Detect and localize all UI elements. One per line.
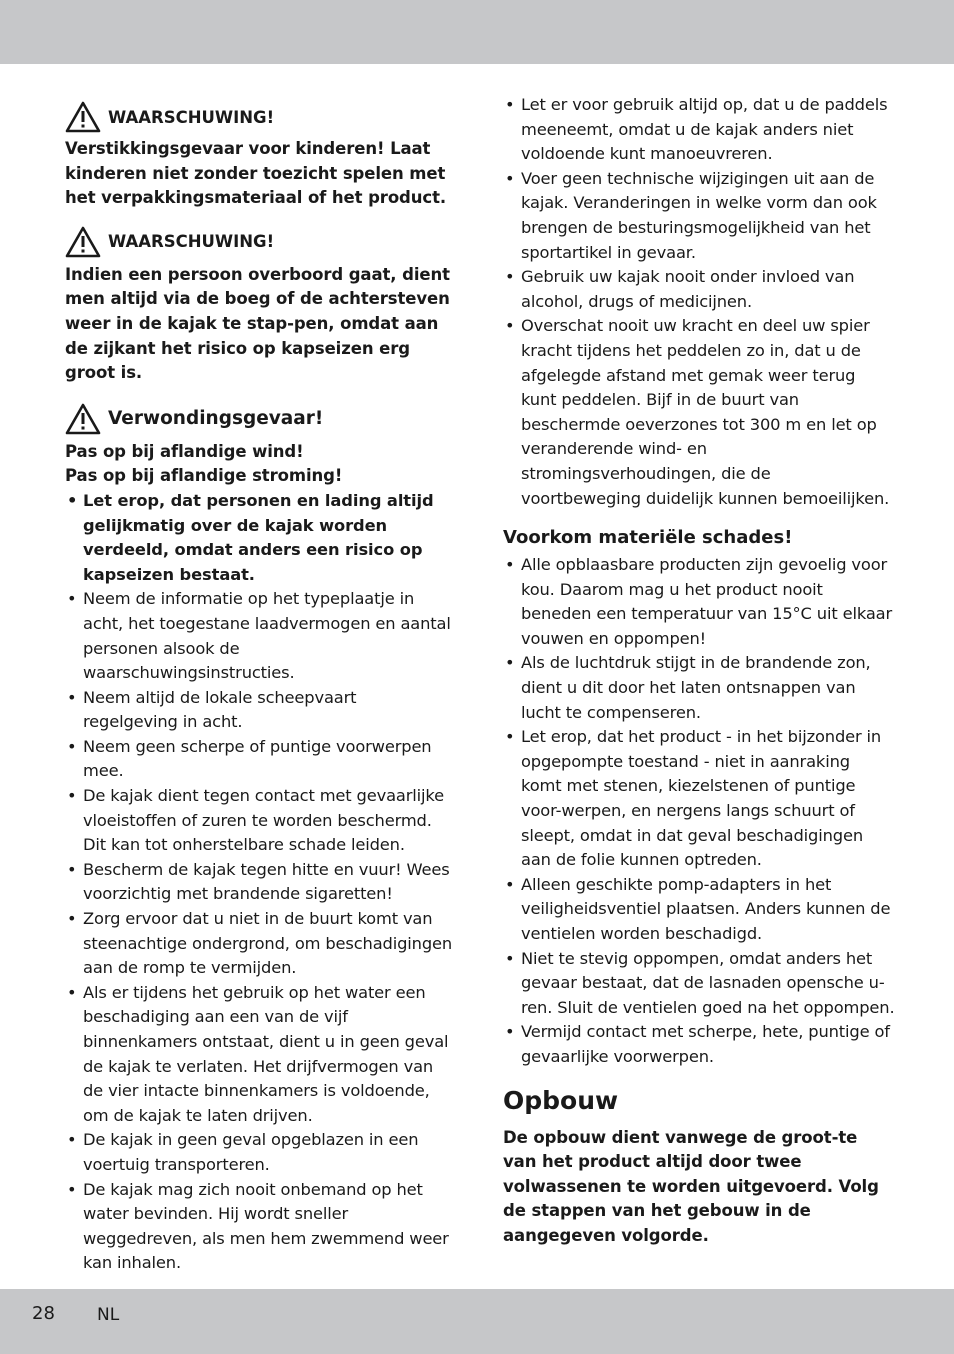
warning-text-1: Verstikkingsgevaar voor kinderen! Laat kinderen niet zonder toezicht spelen met het verpakkingsmateriaal of het product.: [65, 139, 447, 208]
section-title: Opbouw: [503, 1085, 619, 1115]
list-item: • Voer geen technische wijzigingen uit aan de kajak. Veranderingen in welke vorm dan ook brengen de besturingsmogelijkheid van het sportartikel in gevaar.: [503, 167, 895, 265]
right-bullet-list-damage: [503, 553, 895, 1069]
left-bullet-list: [65, 489, 455, 1276]
warning-triangle-icon: [65, 403, 101, 435]
header-band: [0, 0, 954, 64]
list-item: • Neem de informatie op het typeplaatje in acht, het toegestane laadvermogen en aantal personen alsook de waarschuwingsinstructies.: [65, 587, 455, 685]
footer-band: [0, 1289, 954, 1354]
list-item: • Let erop, dat het product - in het bijzonder in opgepompte toestand - niet in aanraking komt met stenen, kiezelstenen of puntige voor-werpen, en nergens langs schuurt of sleept, omdat in dat geval beschadigingen aan de folie kunnen optreden.: [503, 725, 895, 873]
list-item: • Neem geen scherpe of puntige voorwerpen mee.: [65, 735, 455, 784]
list-item: • Gebruik uw kajak nooit onder invloed van alcohol, drugs of medicijnen.: [503, 265, 895, 314]
list-item: • Alle opblaasbare producten zijn gevoelig voor kou. Daarom mag u het product nooit beneden een temperatuur van 15°C uit elkaar vouwen en oppompen!: [503, 553, 895, 651]
section-intro: De opbouw dient vanwege de groot-te van het product altijd door twee volwassenen te worden uitgevoerd. Volg de stappen van het gebouw in de aangegeven volgorde.: [503, 1127, 879, 1245]
list-item: • Zorg ervoor dat u niet in de buurt komt van steenachtige ondergrond, om beschadigingen aan de romp te vermijden.: [65, 907, 455, 981]
injury-line-2: Pas op bij aflandige stroming!: [65, 466, 343, 486]
list-item: • De kajak mag zich nooit onbemand op het water bevinden. Hij wordt sneller weggedreven, als men hem zwemmend weer kan inhalen.: [65, 1178, 455, 1276]
list-item: • Niet te stevig oppompen, omdat anders het gevaar bestaat, dat de lasnaden opensche u-ren. Sluit de ventielen goed na het oppompen.: [503, 947, 895, 1021]
injury-title: Verwondingsgevaar!: [108, 408, 324, 430]
damage-heading: Voorkom materiële schades!: [503, 527, 793, 549]
page-number: 28: [32, 1303, 55, 1324]
list-item: • Vermijd contact met scherpe, hete, puntige of gevaarlijke voorwerpen.: [503, 1020, 895, 1069]
list-item: • Let er voor gebruik altijd op, dat u de paddels meeneemt, omdat u de kajak anders niet voldoende kunt manoeuvreren.: [503, 93, 895, 167]
injury-line-1: Pas op bij aflandige wind!: [65, 441, 304, 461]
list-item: • De kajak dient tegen contact met gevaarlijke vloeistoffen of zuren te worden beschermd. Dit kan tot onherstelbare schade leiden.: [65, 784, 455, 858]
warning-heading-2: [65, 225, 455, 259]
warning-title-2: WAARSCHUWING!: [108, 232, 275, 252]
list-item: • Bescherm de kajak tegen hitte en vuur! Wees voorzichtig met brandende sigaretten!: [65, 858, 455, 907]
list-item: • Overschat nooit uw kracht en deel uw spier kracht tijdens het peddelen zo in, dat u de afgelegde afstand met gemak weer terug kunt peddelen. Bijf in de buurt van beschermde oeverzones tot 300 m en let op veranderende wind- en stromingsverhoudingen, die de voortbeweging duidelijk kunnen bemoeilijken.: [503, 314, 895, 511]
list-item: • Alleen geschikte pomp-adapters in het veiligheidsventiel plaatsen. Anders kunnen de ventielen worden beschadigd.: [503, 873, 895, 947]
warning-title-1: WAARSCHUWING!: [108, 107, 275, 127]
list-item: • Neem altijd de lokale scheepvaart regelgeving in acht.: [65, 686, 455, 735]
list-item: • Als er tijdens het gebruik op het water een beschadiging aan een van de vijf binnenkamers ontstaat, dient u in geen geval de kajak te verlaten. Het drijfvermogen van de vier intacte binnenkamers is voldoende, om de kajak te laten drijven.: [65, 981, 455, 1129]
injury-heading: [65, 402, 455, 436]
warning-text-2: Indien een persoon overboord gaat, dient men altijd via de boeg of de achtersteven weer in de kajak te stap-pen, omdat aan de zijkant het risico op kapseizen erg groot is.: [65, 264, 450, 383]
language-code: NL: [97, 1305, 120, 1325]
list-item: • De kajak in geen geval opgeblazen in een voertuig transporteren.: [65, 1128, 455, 1177]
right-bullet-list-top: [503, 93, 895, 511]
list-item: • Als de luchtdruk stijgt in de brandende zon, dient u dit door het laten ontsnappen van lucht te compenseren.: [503, 651, 895, 725]
list-item: • Let erop, dat personen en lading altijd gelijkmatig over de kajak worden verdeeld, omdat anders een risico op kapseizen bestaat.: [65, 489, 455, 587]
warning-triangle-icon: [65, 226, 101, 258]
warning-triangle-icon: [65, 101, 101, 133]
warning-heading-1: [65, 100, 455, 134]
left-column: [65, 100, 455, 1276]
right-column: [503, 93, 895, 1249]
